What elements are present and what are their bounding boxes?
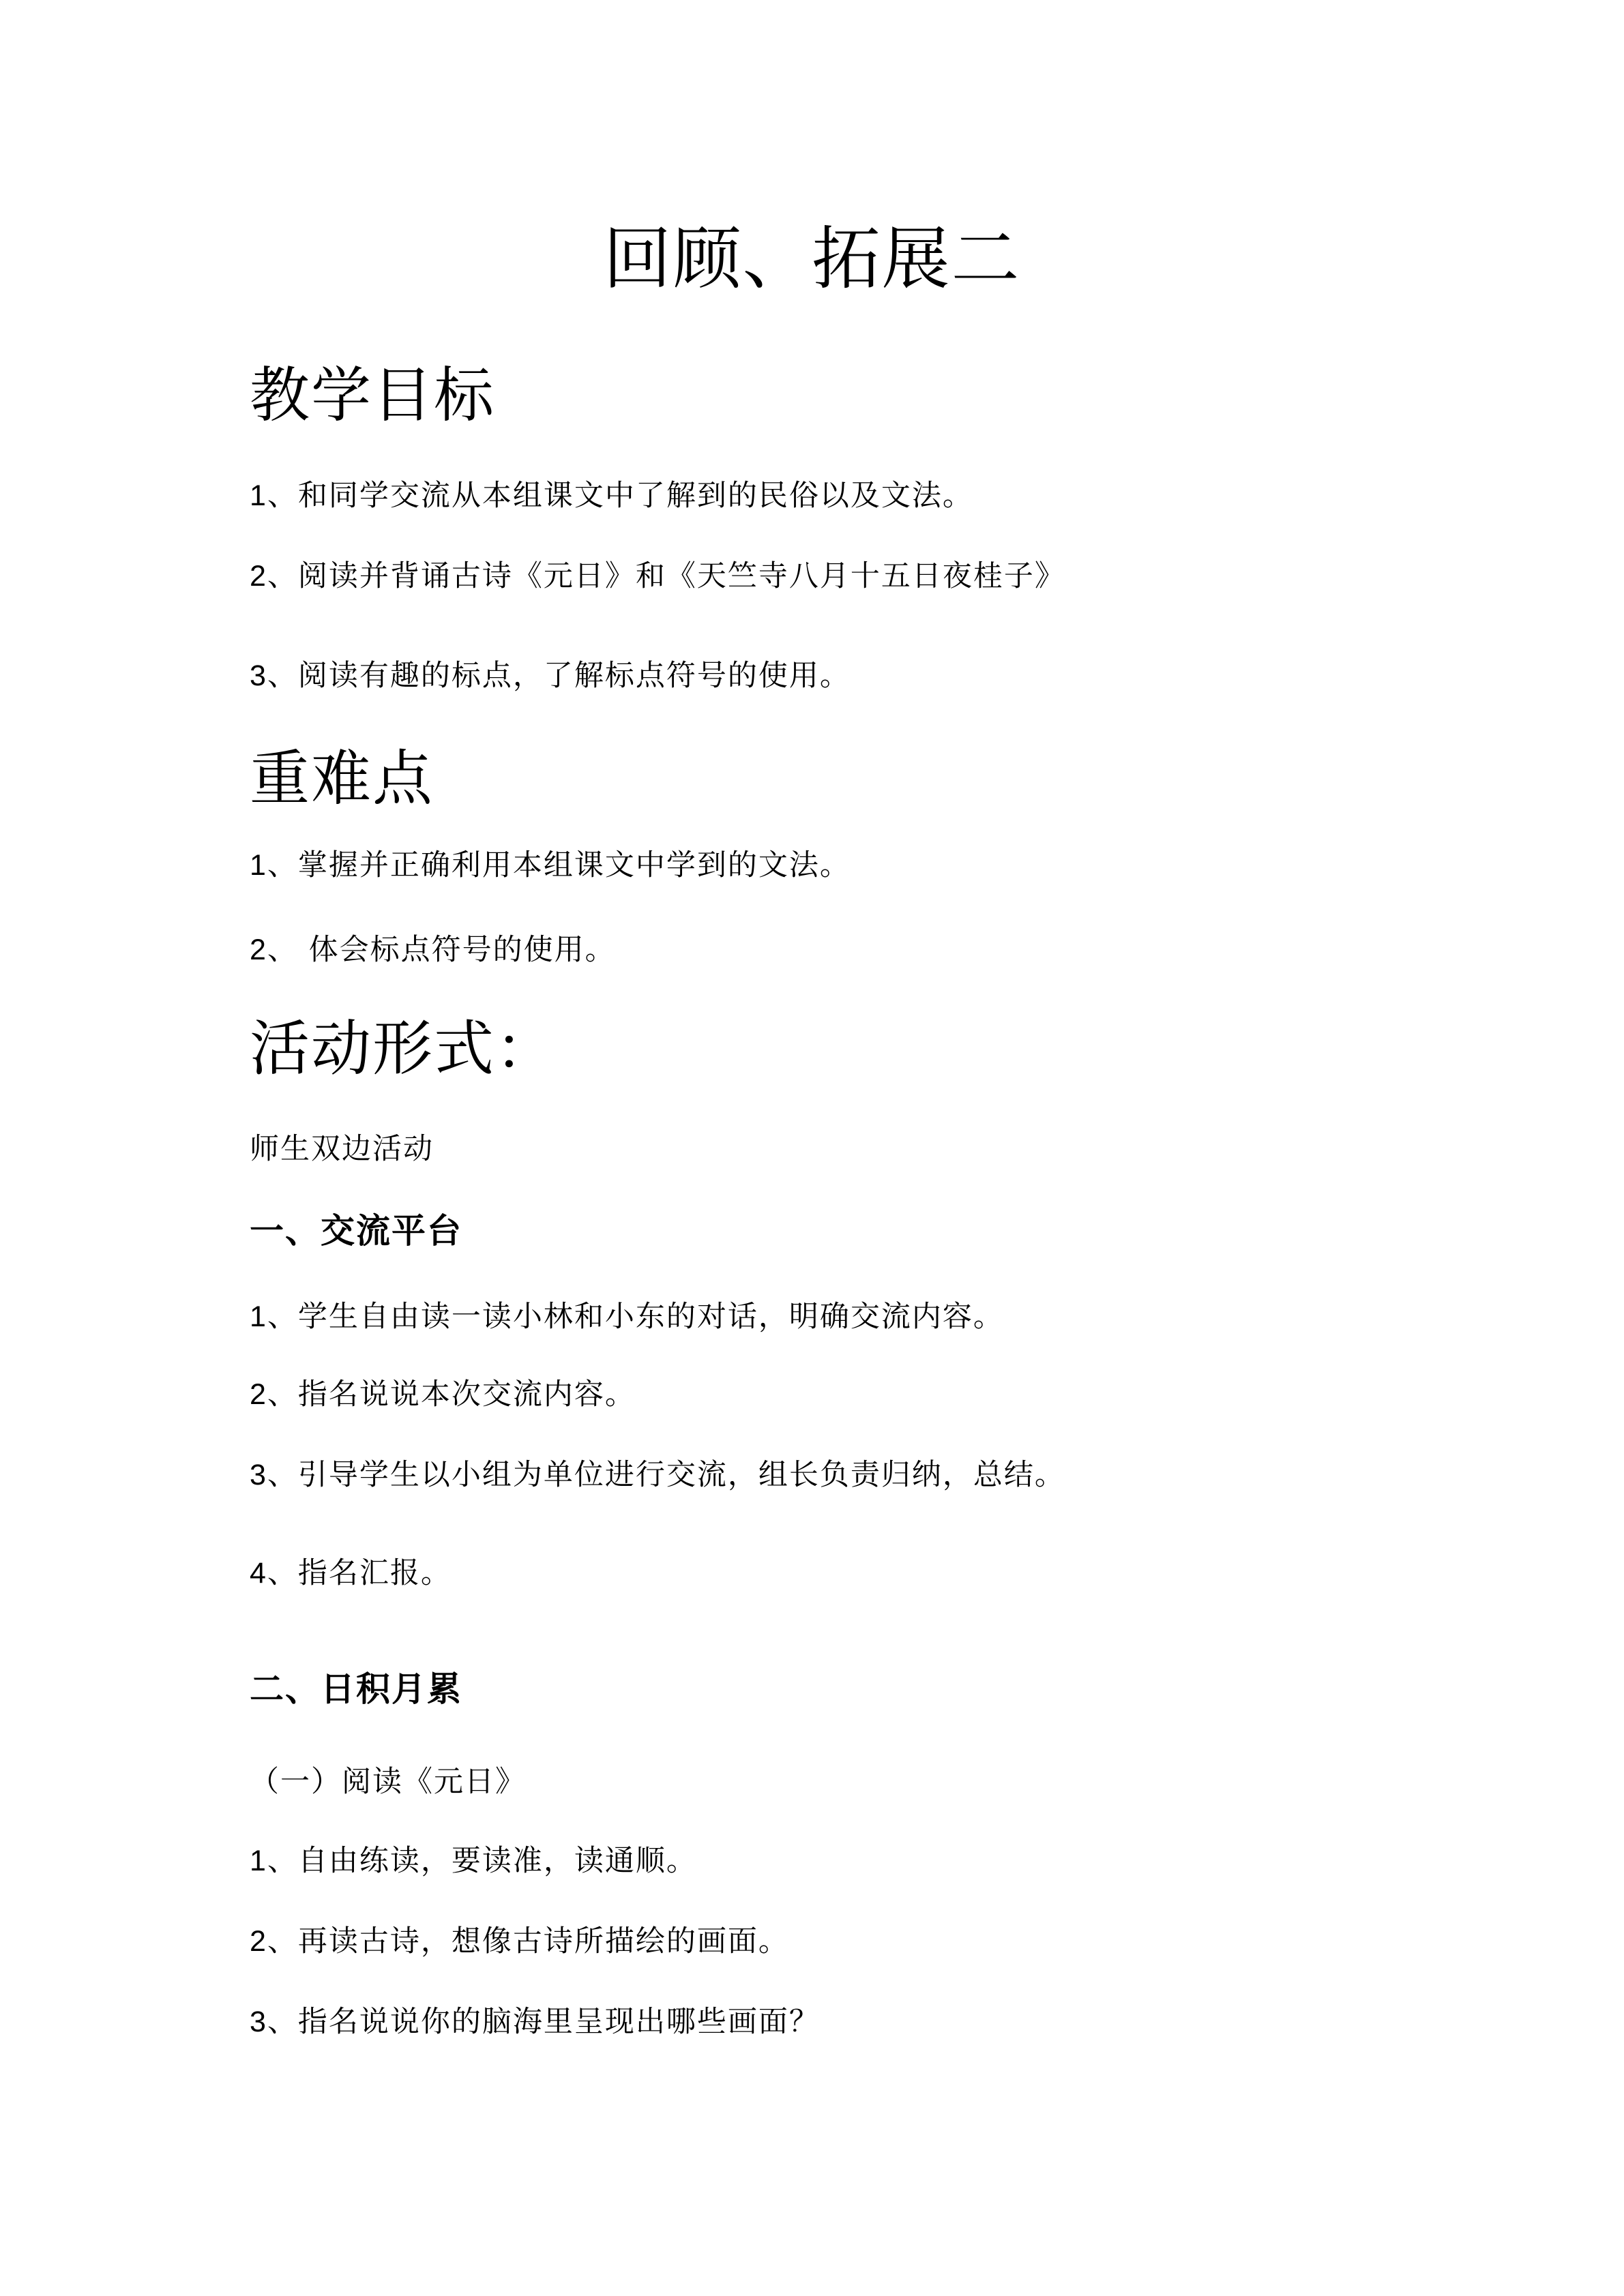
key-point-item-2-number: 2: [250, 934, 267, 966]
accumulate-item-2: [250, 1924, 789, 1958]
accumulate-subheading: （一）阅读《元日》: [250, 1765, 526, 1799]
goal-item-3: [250, 661, 851, 691]
goal-item-3-number: 3: [250, 659, 267, 692]
key-point-item-1: [250, 848, 851, 882]
exchange-item-1-text: 、学生自由读一读小林和小东的对话，明确交流内容。: [267, 1300, 1004, 1334]
exchange-item-4-number: 4: [250, 1557, 267, 1590]
goal-item-3-text: 、阅读有趣的标点，了解标点符号的使用。: [267, 659, 851, 693]
accumulate-item-3-number: 3: [250, 2006, 267, 2038]
exchange-item-4: [250, 1556, 452, 1590]
activity-text: 师生双边活动: [250, 1132, 434, 1166]
key-point-item-2-text: 、 体会标点符号的使用。: [267, 933, 616, 967]
accumulate-item-3-text: 、指名说说你的脑海里呈现出哪些画面？: [267, 2005, 820, 2039]
section-heading-accumulate: 二、日积月累: [250, 1669, 462, 1709]
key-point-item-2: [250, 933, 616, 967]
exchange-item-1-number: 1: [250, 1300, 267, 1333]
goal-item-1-number: 1: [250, 479, 267, 512]
exchange-item-2-text: 、指名说说本次交流内容。: [267, 1377, 636, 1412]
section-heading-goals: 教学目标: [250, 360, 496, 430]
accumulate-item-1-text: 、自由练读，要读准，读通顺。: [267, 1844, 697, 1878]
key-point-item-1-text: 、掌握并正确利用本组课文中学到的文法。: [267, 848, 851, 882]
accumulate-item-2-text: 、再读古诗，想像古诗所描绘的画面。: [267, 1924, 789, 1958]
goal-item-2-text: 、阅读并背诵古诗《元日》和《天竺寺八月十五日夜桂子》: [267, 559, 1065, 593]
accumulate-item-1: [250, 1844, 697, 1878]
section-heading-key-points: 重难点: [250, 743, 434, 814]
goal-item-2-number: 2: [250, 560, 267, 593]
exchange-item-3: [250, 1458, 1065, 1492]
section-heading-activity: 活动形式：: [250, 1013, 557, 1084]
exchange-item-4-text: 、指名汇报。: [267, 1556, 452, 1590]
exchange-item-3-number: 3: [250, 1459, 267, 1491]
goal-item-2: [250, 559, 1065, 593]
exchange-item-2-number: 2: [250, 1378, 267, 1411]
accumulate-item-2-number: 2: [250, 1925, 267, 1958]
exchange-item-3-text: 、引导学生以小组为单位进行交流，组长负责归纳，总结。: [267, 1458, 1065, 1492]
accumulate-item-1-number: 1: [250, 1845, 267, 1877]
goal-item-1-text: 、和同学交流从本组课文中了解到的民俗以及文法。: [267, 479, 973, 513]
section-heading-exchange: 一、交流平台: [250, 1210, 462, 1251]
page-title: 回顾、拓展二: [603, 219, 1021, 299]
key-point-item-1-number: 1: [250, 849, 267, 882]
exchange-item-2: [250, 1377, 636, 1412]
accumulate-item-3: [250, 2005, 820, 2039]
goal-item-1: [250, 481, 973, 511]
exchange-item-1: [250, 1302, 1004, 1332]
